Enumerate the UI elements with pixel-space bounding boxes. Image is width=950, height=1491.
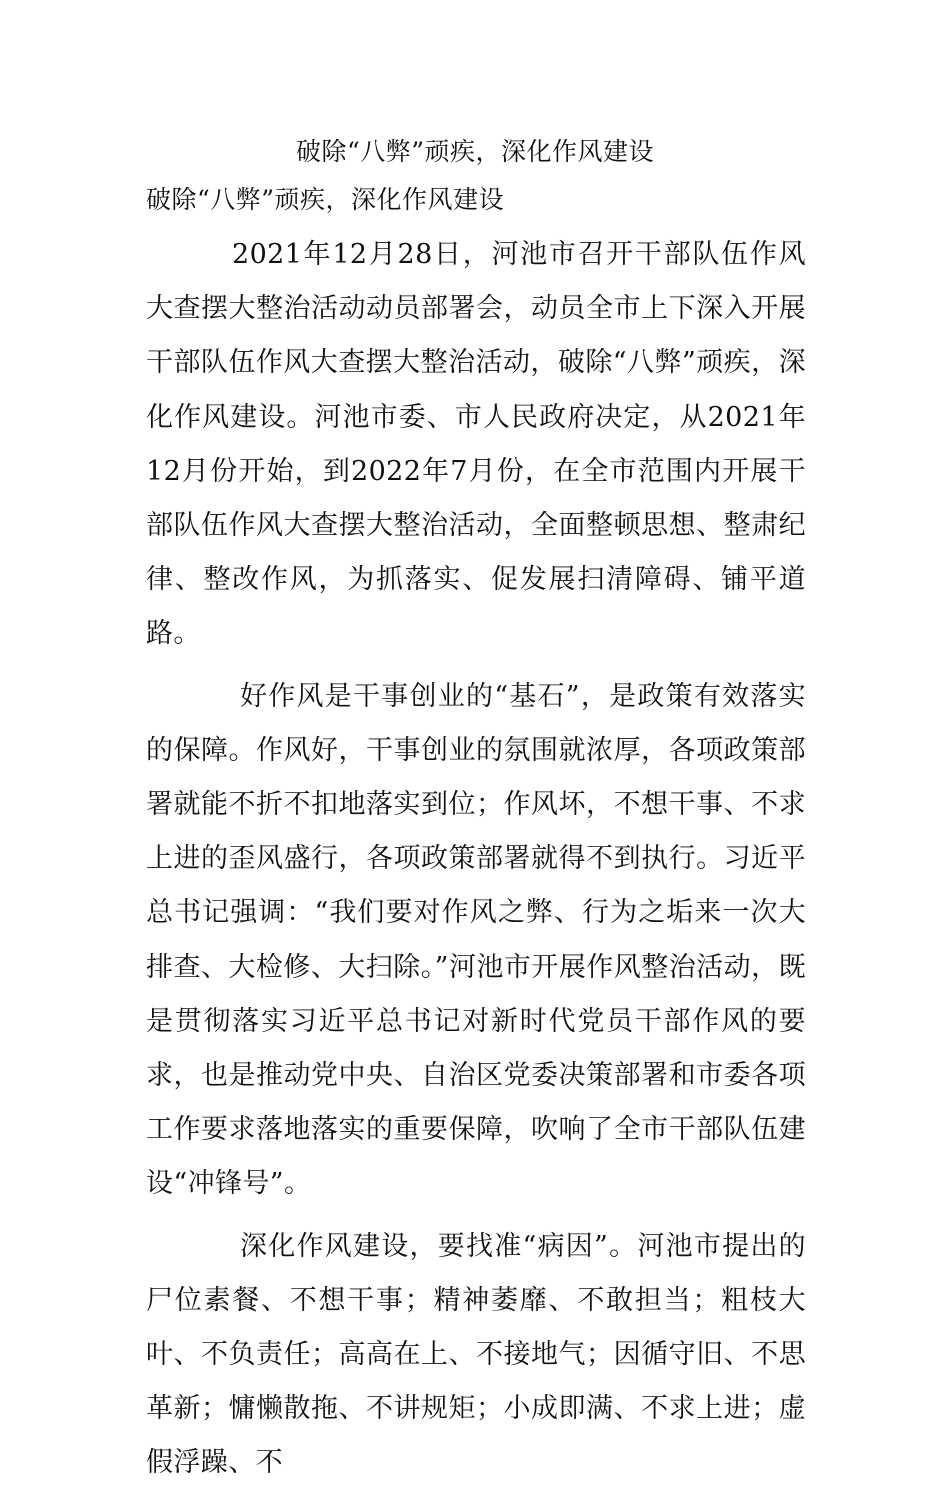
body-paragraph: 好作风是干事创业的“基石”，是政策有效落实的保障。作风好，干事创业的氛围就浓厚，各项政策部署就能不折不扣地落实到位；作风坏，不想干事、不求上进的歪风盛行，各项政策部署就得不到执行。习近平总书记强调：“我们要对作风之弊、行为之垢来一次大排查、大检修、大扫除。”河池市开展作风整治活动，既是贯彻落实习近平总书记对新时代党员干部作风的要求，也是推动党中央、自治区党委决策部署和市委各项工作要求落地落实的重要保障，吹响了全市干部队伍建设“冲锋号”。 (146, 680, 806, 1200)
document-body (146, 228, 806, 1491)
body-paragraph: 2021年12月28日，河池市召开干部队伍作风大查摆大整治活动动员部署会，动员全市上下深入开展干部队伍作风大查摆大整治活动，破除“八弊”顽疾，深化作风建设。河池市委、市人民政府决定，从2021年12月份开始，到2022年7月份，在全市范围内开展干部队伍作风大查摆大整治活动，全面整顿思想、整肃纪律、整改作风，为抓落实、促发展扫清障碍、铺平道路。 (146, 239, 806, 650)
document-title: 破除“八弊”顽疾，深化作风建设 (295, 137, 655, 166)
document-subtitle: 破除“八弊”顽疾，深化作风建设 (146, 185, 505, 214)
body-paragraph: 深化作风建设，要找准“病因”。河池市提出的尸位素餐、不想干事；精神萎靡、不敢担当；粗枝大叶、不负责任；高高在上、不接地气；因循守旧、不思革新；慵懒散拖、不讲规矩；小成即满、不求上进；虚假浮躁、不 (146, 1230, 806, 1479)
